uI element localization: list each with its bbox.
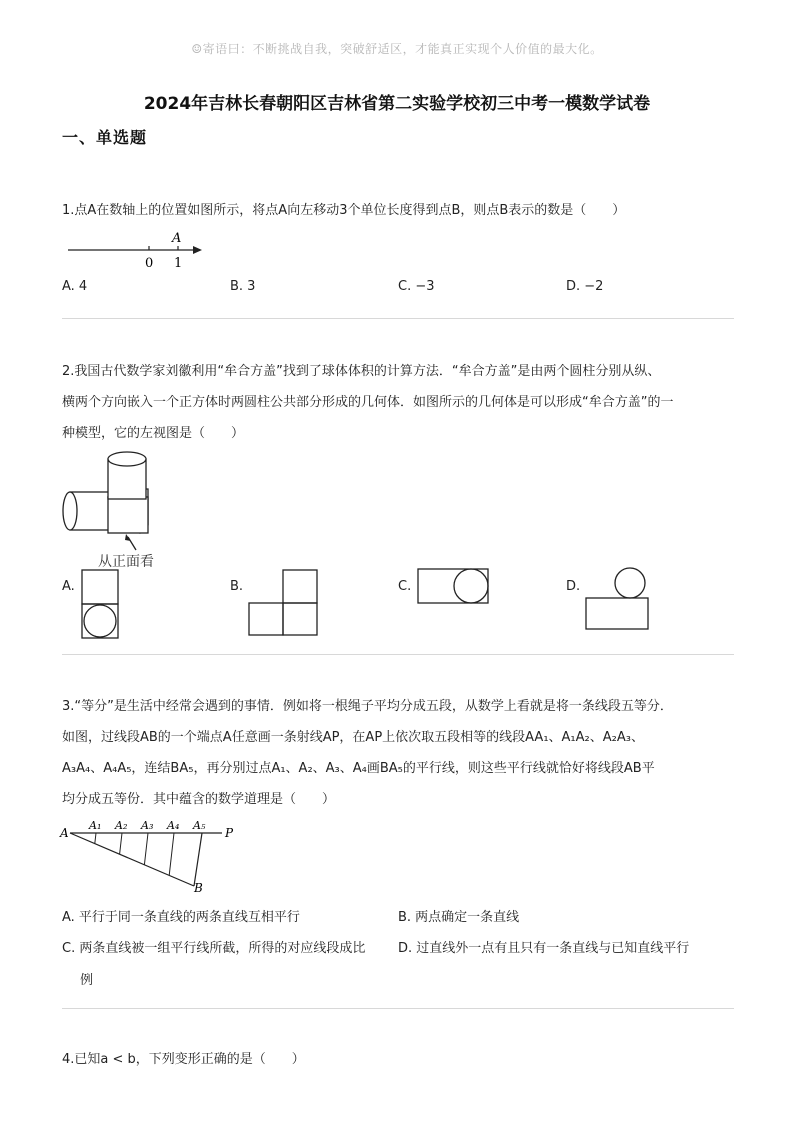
- question-4-text: 4.已知a < b，下列变形正确的是（ ）: [62, 1052, 305, 1067]
- q1-option-c[interactable]: C. −3: [398, 279, 435, 294]
- circle: [615, 568, 645, 598]
- option-d-view-figure: [584, 566, 650, 632]
- label-a5: A₅: [193, 819, 206, 832]
- question-3-line-3: A₃A₄、A₄A₅，连结BA₅，再分别过点A₁、A₂、A₃、A₄画BA₅的平行线，则这些平行线就恰好将线段AB平: [62, 761, 655, 776]
- q2-option-c[interactable]: C.: [398, 579, 412, 594]
- label-a4: A₄: [167, 819, 180, 832]
- label-a1: A₁: [89, 819, 102, 832]
- vertical-cylinder-top: [108, 452, 146, 466]
- horizontal-cylinder-end: [63, 492, 77, 530]
- q2-option-a[interactable]: A.: [62, 579, 75, 594]
- option-b-view-figure: [248, 568, 320, 638]
- divider: [62, 318, 734, 319]
- q3-option-c-continued[interactable]: 例: [80, 973, 94, 988]
- parallel-line-4: [169, 833, 174, 875]
- q1-option-d[interactable]: D. −2: [566, 279, 604, 294]
- question-2-line-1: 2.我国古代数学家刘徽利用“牟合方盖”找到了球体体积的计算方法．“牟合方盖”是由两个圆柱分别从纵、: [62, 364, 661, 379]
- question-3-line-4: 均分成五等份．其中蕴含的数学道理是（ ）: [62, 792, 336, 807]
- divider: [62, 654, 734, 655]
- segment-ba5: [194, 833, 202, 886]
- q2-option-b[interactable]: B.: [230, 579, 244, 594]
- parallel-line-2: [120, 833, 122, 854]
- label-b: B: [194, 881, 203, 895]
- q1-option-a[interactable]: A. 4: [62, 279, 88, 294]
- motto-text: ☺寄语曰：不断挑战自我，突破舒适区，才能真正实现个人价值的最大化。: [191, 42, 603, 56]
- q3-option-c[interactable]: C. 两条直线被一组平行线所截，所得的对应线段成比: [62, 941, 366, 956]
- rectangle: [586, 598, 648, 629]
- parallel-line-3: [144, 833, 148, 865]
- label-a3: A₃: [141, 819, 154, 832]
- point-label-a: A: [172, 231, 182, 246]
- question-3-line-2: 如图，过线段AB的一个端点A任意画一条射线AP，在AP上依次取五段相等的线段AA₁、A₁A₂、A₂A₃、: [62, 730, 644, 745]
- section-heading: 一、单选题: [62, 128, 148, 147]
- question-2-line-3: 种模型，它的左视图是（ ）: [62, 426, 245, 441]
- label-p: P: [225, 826, 234, 840]
- tick-label-one: 1: [174, 256, 183, 270]
- mouhe-model-figure: [60, 445, 180, 571]
- number-line-arrow: [193, 246, 202, 254]
- option-c-view-figure: [416, 566, 492, 606]
- q3-option-b[interactable]: B. 两点确定一条直线: [398, 910, 520, 925]
- view-arrowhead: [125, 534, 131, 541]
- parallel-line-1: [95, 833, 96, 844]
- square: [82, 570, 118, 604]
- label-a: A: [60, 826, 69, 840]
- question-3-line-1: 3.“等分”是生活中经常会遇到的事情．例如将一根绳子平均分成五段，从数学上看就是将一条线段五等分．: [62, 699, 673, 714]
- square: [249, 603, 283, 635]
- segment-division-figure: [58, 814, 248, 896]
- square: [283, 570, 317, 603]
- circle: [454, 569, 488, 603]
- q2-option-d[interactable]: D.: [566, 579, 581, 594]
- question-1-text: 1.点A在数轴上的位置如图所示，将点A向左移动3个单位长度得到点B，则点B表示的数是（ ）: [62, 203, 626, 218]
- divider: [62, 1008, 734, 1009]
- option-a-view-figure: [80, 568, 122, 640]
- cube-front: [108, 497, 148, 533]
- label-a2: A₂: [115, 819, 128, 832]
- q3-option-a[interactable]: A. 平行于同一条直线的两条直线互相平行: [62, 910, 300, 925]
- page-title: 2024年吉林长春朝阳区吉林省第二实验学校初三中考一模数学试卷: [143, 94, 651, 114]
- segment-ab: [70, 833, 194, 886]
- number-line-figure: [62, 228, 212, 270]
- tick-label-zero: 0: [145, 256, 154, 270]
- figure-caption: 从正面看: [98, 554, 154, 570]
- square: [283, 603, 317, 635]
- question-2-line-2: 横两个方向嵌入一个正方体时两圆柱公共部分形成的几何体．如图所示的几何体是可以形成“牟合方盖”的一: [62, 395, 674, 410]
- square: [82, 604, 118, 638]
- rectangle: [418, 569, 488, 603]
- q3-option-d[interactable]: D. 过直线外一点有且只有一条直线与已知直线平行: [398, 941, 690, 956]
- q1-option-b[interactable]: B. 3: [230, 279, 256, 294]
- circle: [84, 605, 116, 637]
